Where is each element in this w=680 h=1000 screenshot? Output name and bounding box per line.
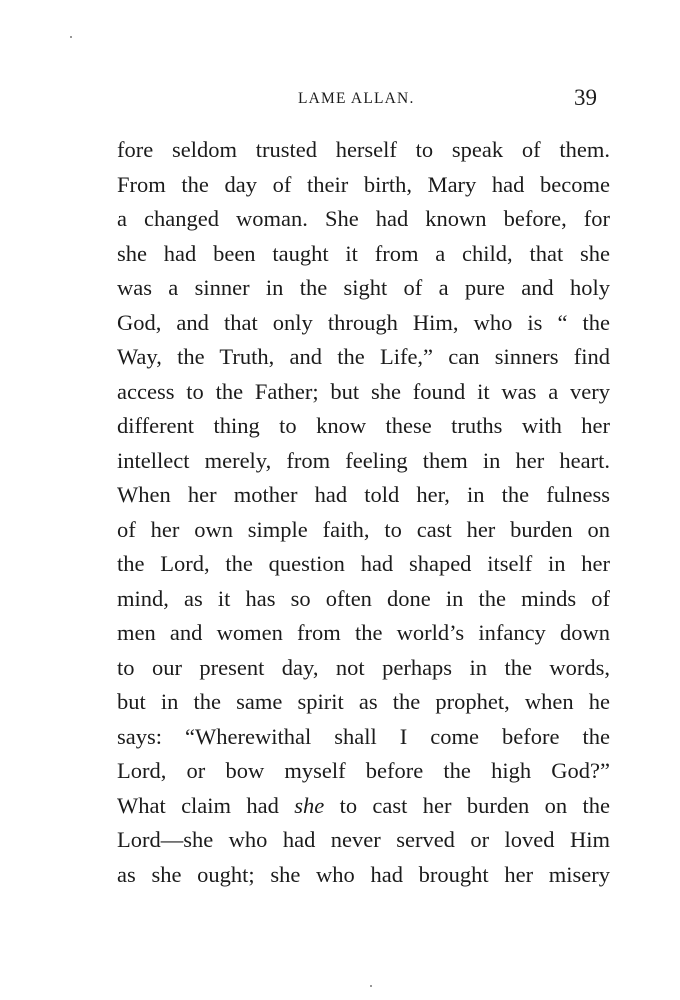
- text-line: a changed woman. She had known before, for: [117, 206, 610, 231]
- text-fragment: What claim had: [117, 792, 295, 818]
- text-line: says: “Wherewithal shall I come before the: [117, 723, 610, 749]
- text-line: men and women from the world’s infancy down: [117, 620, 610, 645]
- text-line: Way, the Truth, and the Life,” can sinners find: [117, 344, 610, 369]
- text-line: the Lord, the question had shaped itself in her: [117, 551, 610, 576]
- text-line: fore seldom trusted herself to speak of them.: [117, 137, 610, 162]
- body-text: [117, 133, 610, 892]
- text-line: as she ought; she who had brought her misery: [117, 861, 610, 887]
- text-line: to our present day, not perhaps in the words,: [117, 654, 610, 680]
- text-fragment: to cast her burden on the: [324, 792, 610, 818]
- text-line: but in the same spirit as the prophet, when he: [117, 689, 610, 714]
- text-line: mind, as it has so often done in the minds of: [117, 585, 610, 611]
- text-line: intellect merely, from feeling them in her heart.: [117, 447, 610, 473]
- text-line: Lord—she who had never served or loved Him: [117, 827, 610, 852]
- paper-speck: [70, 36, 72, 38]
- text-line: was a sinner in the sight of a pure and holy: [117, 275, 610, 300]
- text-line: of her own simple faith, to cast her burden on: [117, 516, 610, 542]
- page-number: 39: [574, 85, 597, 110]
- text-line: Lord, or bow myself before the high God?”: [117, 758, 610, 783]
- text-line: God, and that only through Him, who is “ the: [117, 309, 610, 335]
- paper-speck: [370, 985, 372, 987]
- text-line: she had been taught it from a child, that she: [117, 240, 610, 266]
- running-title: LAME ALLAN.: [298, 90, 415, 107]
- text-line: access to the Father; but she found it was a very: [117, 378, 610, 404]
- text-line: different thing to know these truths with her: [117, 413, 610, 438]
- text-line: From the day of their birth, Mary had become: [117, 171, 610, 197]
- text-line: When her mother had told her, in the fulness: [117, 482, 610, 507]
- text-line-with-emphasis: [117, 789, 610, 824]
- emphasized-word: she: [294, 792, 325, 818]
